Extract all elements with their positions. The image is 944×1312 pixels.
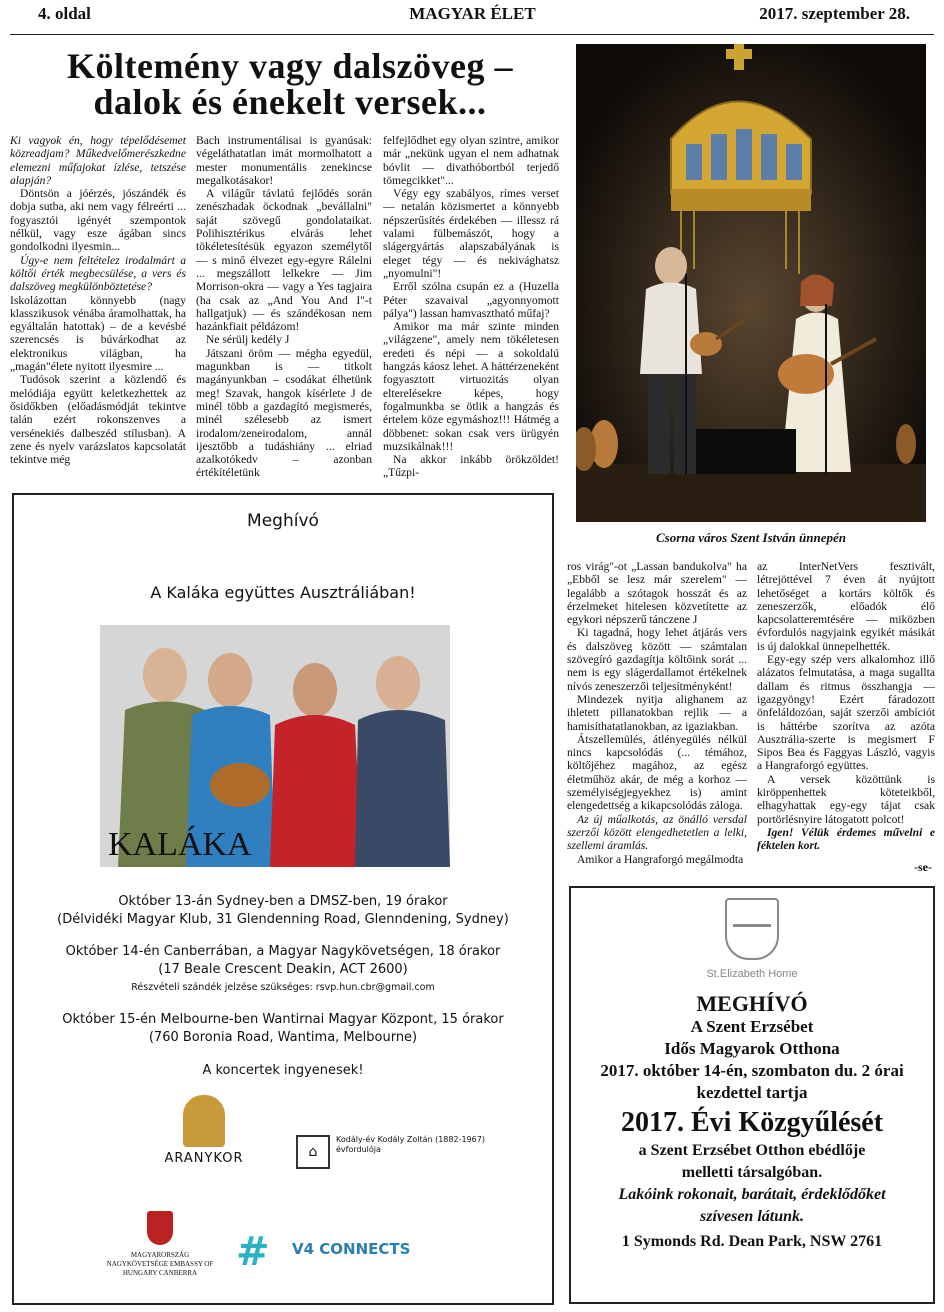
event-canberra [24, 943, 542, 997]
unesco-temple-icon: ⌂ [296, 1135, 330, 1169]
kalaka-invitation [12, 493, 554, 1305]
invitation-subheading: A Kaláka együttes Ausztráliában! [150, 583, 416, 602]
col5-paragraph: Igen! Vélük érdemes művelni e féktelen kort. [757, 825, 935, 853]
col1-paragraph: Döntsön a jóérzés, jószándék és dobja sutba, aki nem vagy félreérti ... fogyasztói igényét szempontok nélkül, vagy esze ágában sincs gondolkodni ilyesmin... [10, 187, 186, 254]
article-column-5 [757, 560, 935, 860]
col2-paragraph: Bach instrumentálisai is gyanúsak: végeláthatatlan imát mormolhatott a mester monumentális zenekincse megalkotásakor! [196, 134, 372, 187]
title-line-2: dalok és énekelt versek... [93, 82, 487, 122]
embassy-logo [100, 1211, 220, 1291]
v4-connects-logo [236, 1230, 436, 1280]
event-melbourne-line1: Október 15-én Melbourne-ben Wantirnai Magyar Központ, 15 órakor [62, 1012, 504, 1027]
col3-paragraph: Na akkor inkább örökzöldet! „Tűzpi- [383, 453, 559, 480]
title-line-1: Költemény vagy dalszöveg – [67, 46, 513, 86]
issue-date: 2017. szeptember 28. [759, 4, 910, 23]
col1-paragraph: Úgy-e nem feltételez irodalmárt a költői érték megbecsülése, a vers és dalszöveg megkülönböztetése? [10, 253, 186, 294]
invitation-line-1: A Szent Erzsébet [690, 1017, 814, 1036]
band-photo [100, 625, 450, 867]
event-sydney-line1: Október 13-án Sydney-ben a DMSZ-ben, 19 órakor [118, 894, 448, 909]
kalaka-logo: KALÁKA [108, 826, 252, 863]
article-column-2 [196, 134, 372, 484]
col4-paragraph: Amikor a Hangraforgó megálmodta [577, 852, 744, 866]
kodaly-year-logo [296, 1135, 526, 1185]
aranykor-portrait-icon [183, 1095, 225, 1147]
article-title [10, 48, 570, 120]
event-melbourne [24, 1011, 542, 1047]
event-sydney [24, 893, 542, 929]
event-melbourne-line2: (760 Boronia Road, Wantima, Melbourne) [148, 1030, 418, 1045]
hashtag-icon: # [236, 1229, 270, 1275]
col5-paragraph: Egy-egy szép vers alkalomhoz illő alázatos felmutatása, a maga sugallta dallam és ritmus összhangja — igazgyöngy! Ezért fáradozott önfeláldozóan, saját szerzői ambíciót is háttérbe szorítva az azóta Ausztrália-szerte is megismert F Sipos Bea és Faggyas László, vagyis a Hangraforgó együttes. [757, 653, 935, 773]
col2-paragraph: A világűr távlatú fejlődés során zenészhadak öckodnak „bevállalni" saját szövegű gondolataikat. Polihisztérikus elvárás lehet tökéletesítésük egyazon személytől — s minő élvezet egy-egyre Rálelni ... megszállott lelkekre — Jim Morrison-okra — vagy a Yes tagjaira (ha csak az „And You And I"-t hallgatjuk) — és szándékosan nem hazánkfiait példázom! [196, 187, 372, 334]
invitation-lines [571, 1016, 933, 1104]
kodaly-logo-text: Kodály-év Kodály Zoltán (1882-1967) évfordulója [336, 1135, 485, 1154]
welcome-line-1: Lakóink rokonait, barátait, érdeklődőket [618, 1186, 886, 1203]
photo-caption: Csorna város Szent István ünnepén [656, 530, 846, 545]
col1-paragraph: Ki vagyok én, hogy tépelődésemet közreadjam? Műkedvelőmerészkedne elemezni műfajokat ízlése, tetszése alapján? [10, 134, 186, 187]
newspaper-name: MAGYAR ÉLET [409, 4, 536, 23]
invitation-line-4: kezdettel tartja [696, 1083, 808, 1102]
welcome-line-2: szívesen látunk. [699, 1208, 804, 1225]
venue-line-1: a Szent Erzsébet Otthon ebédlője [638, 1142, 866, 1159]
page-number: 4. oldal [38, 4, 91, 23]
col5-paragraph: az InterNetVers fesztivált, létrejöttével 7 éven át nyújtott lehetőséget a kortárs költők és zeneszerzők, előadók élő kapcsolatteremtésére — miközben évfordulós nagyjaink egyikét másikát is új dalokkal ünnepelhették. [757, 560, 935, 653]
col5-paragraph: A versek közöttünk is kiröppenhettek köteteikből, elhagyhattak egy-egy tájat csak portörlésnyire látogatott polcot! [757, 772, 935, 826]
address: 1 Symonds Rd. Dean Park, NSW 2761 [621, 1233, 883, 1250]
free-entry-note: A koncertek ingyenesek! [202, 1063, 364, 1078]
home-name: St.Elizabeth Home [706, 968, 798, 980]
embassy-logo-text: MAGYARORSZÁG NAGYKÖVETSÉGE EMBASSY OF HUNGARY CANBERRA [106, 1251, 214, 1277]
col1-paragraph: Iskolázottan könnyebb (nagy klasszikusok vénába áramolhattak, ha egyáltalán hatottak) – de a kevésbé szerencsés is búvárkodhat az elektronikus világban, ha „magán"élete nyitott ilyesmire ... [10, 293, 186, 374]
col2-paragraph: Játszani öröm — mégha egyedül, magunkban is — titkolt magányunkban – csodákat élhetünk meg! Szavak, hangok kísérlete J de minél több a gazdagító megismerés, minél szélesebb az ismert irodalom/zeneirodalom, annál ijesztőbb a tudáshiány ... elriad azalkotókedv – azonban értékítéletünk [196, 346, 372, 480]
invitation-heading: Meghívó [247, 511, 319, 531]
invitation-line-3: 2017. október 14-én, szombaton du. 2 órai [600, 1061, 904, 1080]
venue-line-2: melletti társalgóban. [681, 1164, 823, 1181]
st-elizabeth-crest-icon [725, 898, 779, 960]
invitation-line-2: Idős Magyarok Otthona [664, 1039, 840, 1058]
aranykor-logo-text: ARANYKOR [164, 1151, 244, 1166]
aranykor-logo [154, 1095, 254, 1175]
col3-paragraph: Erről szólna csupán ez a (Huzella Péter szavaival „agyonnyomott pálya") lassan hamvasztható műfaj? [383, 280, 559, 320]
col3-paragraph: felfejlődhet egy olyan szintre, amikor már „nekünk ugyan el nem adhatnak bóvlit — divathóbortból terjedő tömegcikket"... [383, 134, 559, 187]
hungarian-coat-of-arms-icon [147, 1211, 173, 1245]
event-canberra-line2: (17 Beale Crescent Deakin, ACT 2600) [158, 962, 408, 977]
col3-paragraph: Amikor ma már szinte minden „világzene", amely nem tökéletesen eredeti és népi — a sokoldalú hangzás káosz lehet. A háttérzeneként fogyasztott virtuozitás olyan elterelésekre képes, hogy fogalmunkba se ötlik a hangzás és értelem köze egymáshoz!!! Hátmég a döbbenet: sokan csak vers ürügyén muzsikálnak!!! [383, 320, 559, 453]
event-sydney-line2: (Délvidéki Magyar Klub, 31 Glendenning Road, Glenndening, Sydney) [57, 912, 509, 927]
col3-paragraph: Végy egy szabályos, rímes verset — netalán közismertet a könnyebb népszerűsítés érdekében — illessz rá valami fülbemászót, hogy a slágergyártás alapszabályának is eleget tégy — és nekivághatsz „nyomulni"! [383, 187, 559, 280]
concert-photo [576, 44, 926, 522]
col4-paragraph: Átszellemülés, átlényegülés nélkül nincs kapcsolódás (... témához, költőjéhez magához, az egész életműhöz akár, de még a korhoz — személyiségjegyekhez is) amint elengedettség a kikapcsolódás záloga. [567, 732, 747, 813]
st-elizabeth-invitation [569, 886, 935, 1304]
article-column-1 [10, 134, 186, 484]
v4-connects-text: V4 CONNECTS [292, 1240, 411, 1258]
meeting-title: 2017. Évi Közgyűlését [620, 1107, 884, 1138]
article-column-3 [383, 134, 559, 484]
col4-paragraph: ros virág"-ot „Lassan bandukolva" ha „Ebből se lesz már szerelem" — legalább a szótagok hosszát és az érzelmeket hitelesen közvetítette az egykori népszerű tánczene J [567, 560, 747, 627]
col4-paragraph: Mindezek nyitja alighanem az ihletett pillanatokban rejlik — a hamisíthatatlanokban, az igaziakban. [567, 692, 747, 733]
col4-paragraph: Az új műalkotás, az önálló versdal szerzői között elengedhetetlen a lelki, szellemi áramlás. [567, 812, 747, 853]
col4-paragraph: Ki tagadná, hogy lehet átjárás vers és dalszöveg között — számtalan szövegíró gazdagítja költőink sorát ... nem is egy slágerdallamot értékelnek nívós zeneszerzői teljesítményként! [567, 626, 747, 693]
event-canberra-rsvp: Részvételi szándék jelzése szükséges: rsvp.hun.cbr@gmail.com [131, 982, 435, 993]
invitation-title: MEGHÍVÓ [696, 991, 808, 1016]
col2-paragraph: Ne sérülj kedély J [206, 333, 290, 347]
col1-paragraph: Tudósok szerint a közlendő és melódiája együtt keletkezhettek az ősidőkben (előadásmódját tekintve talán ezért rokonszenves a versénekiés dalbeszéd stílusban). A zene és nyelv varázslatos kapcsolatát tekintve még [10, 373, 186, 467]
event-canberra-line1: Október 14-én Canberrában, a Magyar Nagykövetségen, 18 órakor [65, 944, 501, 959]
article-column-4 [567, 560, 747, 890]
header-rule [10, 34, 934, 35]
author-signature: -se- [914, 860, 932, 874]
